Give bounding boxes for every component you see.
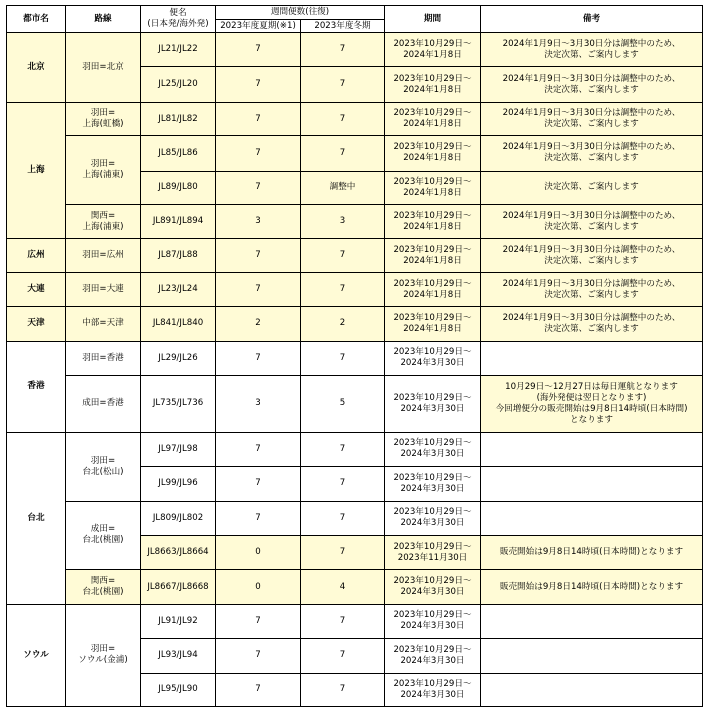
table-row	[7, 432, 703, 466]
route-cell: 成田= 台北(桃園)	[66, 501, 141, 570]
route-cell: 羽田=広州	[66, 239, 141, 272]
flight-cell: JL21/JL22	[141, 33, 216, 67]
flight-cell: JL91/JL92	[141, 604, 216, 638]
period-cell: 2023年10月29日～ 2024年1月8日	[385, 136, 481, 171]
table-row	[7, 341, 703, 375]
note-cell: 2024年1月9日～3月30日分は調整中のため、 決定次第、ご案内します	[481, 205, 703, 239]
note-cell	[481, 501, 703, 535]
note-cell: 販売開始は9月8日14時頃(日本時間)となります	[481, 535, 703, 569]
summer-count-cell: 7	[216, 67, 301, 102]
note-cell: 2024年1月9日～3月30日分は調整中のため、 決定次第、ご案内します	[481, 272, 703, 306]
period-cell: 2023年10月29日～ 2024年3月30日	[385, 467, 481, 501]
table-row	[7, 136, 703, 171]
table-row	[7, 102, 703, 135]
period-cell: 2023年10月29日～ 2024年3月30日	[385, 501, 481, 535]
period-cell: 2023年10月29日～ 2023年11月30日	[385, 535, 481, 569]
flight-cell: JL87/JL88	[141, 239, 216, 272]
header-summer: 2023年度夏期(※1)	[216, 20, 301, 33]
flight-cell: JL841/JL840	[141, 307, 216, 341]
summer-count-cell: 7	[216, 171, 301, 204]
summer-count-cell: 7	[216, 33, 301, 67]
winter-count-cell: 7	[301, 341, 385, 375]
summer-count-cell: 7	[216, 673, 301, 706]
period-cell: 2023年10月29日～ 2024年1月8日	[385, 33, 481, 67]
route-cell: 羽田=北京	[66, 33, 141, 103]
flight-cell: JL95/JL90	[141, 673, 216, 706]
period-cell: 2023年10月29日～ 2024年1月8日	[385, 272, 481, 306]
note-cell	[481, 673, 703, 706]
note-cell: 2024年1月9日～3月30日分は調整中のため、 決定次第、ご案内します	[481, 136, 703, 171]
table-row	[7, 501, 703, 535]
winter-count-cell: 7	[301, 239, 385, 272]
city-cell: 香港	[7, 341, 66, 432]
period-cell: 2023年10月29日～ 2024年1月8日	[385, 102, 481, 135]
route-cell: 関西= 上海(浦東)	[66, 205, 141, 239]
flight-cell: JL81/JL82	[141, 102, 216, 135]
winter-count-cell: 3	[301, 205, 385, 239]
header-city: 都市名	[7, 6, 66, 33]
period-cell: 2023年10月29日～ 2024年3月30日	[385, 604, 481, 638]
winter-count-cell: 調整中	[301, 171, 385, 204]
table-row	[7, 205, 703, 239]
summer-count-cell: 0	[216, 535, 301, 569]
note-cell: 2024年1月9日～3月30日分は調整中のため、 決定次第、ご案内します	[481, 33, 703, 67]
period-cell: 2023年10月29日～ 2024年1月8日	[385, 307, 481, 341]
header-weekly: 週間便数(往復)	[216, 6, 385, 20]
table-row	[7, 272, 703, 306]
header-flight: 便名 (日本発/海外発)	[141, 6, 216, 33]
flight-schedule-table	[6, 5, 703, 707]
summer-count-cell: 7	[216, 136, 301, 171]
city-cell: 北京	[7, 33, 66, 103]
period-cell: 2023年10月29日～ 2024年3月30日	[385, 376, 481, 433]
flight-cell: JL97/JL98	[141, 432, 216, 466]
flight-cell: JL23/JL24	[141, 272, 216, 306]
summer-count-cell: 0	[216, 570, 301, 604]
city-cell: 大連	[7, 272, 66, 306]
summer-count-cell: 7	[216, 639, 301, 673]
header-winter: 2023年度冬期	[301, 20, 385, 33]
flight-cell: JL735/JL736	[141, 376, 216, 433]
period-cell: 2023年10月29日～ 2024年1月8日	[385, 205, 481, 239]
route-cell: 羽田= ソウル(金浦)	[66, 604, 141, 706]
header-route: 路線	[66, 6, 141, 33]
period-cell: 2023年10月29日～ 2024年3月30日	[385, 432, 481, 466]
summer-count-cell: 7	[216, 467, 301, 501]
note-cell	[481, 341, 703, 375]
table-row	[7, 570, 703, 604]
note-cell: 10月29日～12月27日は毎日運航となります (海外発便は翌日となります) 今回増便分の販売開始は9月8日14時頃(日本時間) となります	[481, 376, 703, 433]
summer-count-cell: 7	[216, 239, 301, 272]
winter-count-cell: 7	[301, 432, 385, 466]
note-cell	[481, 432, 703, 466]
summer-count-cell: 3	[216, 205, 301, 239]
note-cell: 決定次第、ご案内します	[481, 171, 703, 204]
winter-count-cell: 7	[301, 33, 385, 67]
table-row	[7, 33, 703, 67]
route-cell: 羽田= 上海(虹橋)	[66, 102, 141, 135]
flight-cell: JL8663/JL8664	[141, 535, 216, 569]
period-cell: 2023年10月29日～ 2024年3月30日	[385, 639, 481, 673]
table-row	[7, 239, 703, 272]
winter-count-cell: 4	[301, 570, 385, 604]
flight-cell: JL85/JL86	[141, 136, 216, 171]
flight-cell: JL8667/JL8668	[141, 570, 216, 604]
schedule-body	[7, 33, 703, 707]
winter-count-cell: 2	[301, 307, 385, 341]
route-cell: 羽田=香港	[66, 341, 141, 375]
summer-count-cell: 3	[216, 376, 301, 433]
flight-cell: JL29/JL26	[141, 341, 216, 375]
period-cell: 2023年10月29日～ 2024年3月30日	[385, 673, 481, 706]
summer-count-cell: 7	[216, 341, 301, 375]
table-row	[7, 307, 703, 341]
table-row	[7, 376, 703, 433]
period-cell: 2023年10月29日～ 2024年1月8日	[385, 67, 481, 102]
period-cell: 2023年10月29日～ 2024年3月30日	[385, 341, 481, 375]
route-cell: 羽田= 上海(浦東)	[66, 136, 141, 205]
note-cell: 2024年1月9日～3月30日分は調整中のため、 決定次第、ご案内します	[481, 307, 703, 341]
city-cell: 天津	[7, 307, 66, 341]
flight-cell: JL25/JL20	[141, 67, 216, 102]
city-cell: 広州	[7, 239, 66, 272]
route-cell: 関西= 台北(桃園)	[66, 570, 141, 604]
summer-count-cell: 7	[216, 604, 301, 638]
winter-count-cell: 7	[301, 102, 385, 135]
route-cell: 羽田=大連	[66, 272, 141, 306]
flight-cell: JL809/JL802	[141, 501, 216, 535]
summer-count-cell: 7	[216, 432, 301, 466]
period-cell: 2023年10月29日～ 2024年1月8日	[385, 239, 481, 272]
winter-count-cell: 7	[301, 673, 385, 706]
period-cell: 2023年10月29日～ 2024年3月30日	[385, 570, 481, 604]
summer-count-cell: 2	[216, 307, 301, 341]
note-cell	[481, 467, 703, 501]
note-cell: 2024年1月9日～3月30日分は調整中のため、 決定次第、ご案内します	[481, 67, 703, 102]
note-cell: 販売開始は9月8日14時頃(日本時間)となります	[481, 570, 703, 604]
header-period: 期間	[385, 6, 481, 33]
city-cell: 上海	[7, 102, 66, 239]
period-cell: 2023年10月29日～ 2024年1月8日	[385, 171, 481, 204]
note-cell: 2024年1月9日～3月30日分は調整中のため、 決定次第、ご案内します	[481, 239, 703, 272]
winter-count-cell: 7	[301, 136, 385, 171]
city-cell: ソウル	[7, 604, 66, 706]
winter-count-cell: 7	[301, 467, 385, 501]
summer-count-cell: 7	[216, 102, 301, 135]
winter-count-cell: 7	[301, 639, 385, 673]
header-notes: 備考	[481, 6, 703, 33]
flight-cell: JL891/JL894	[141, 205, 216, 239]
flight-cell: JL93/JL94	[141, 639, 216, 673]
route-cell: 成田=香港	[66, 376, 141, 433]
route-cell: 中部=天津	[66, 307, 141, 341]
winter-count-cell: 7	[301, 604, 385, 638]
winter-count-cell: 7	[301, 272, 385, 306]
city-cell: 台北	[7, 432, 66, 604]
note-cell: 2024年1月9日～3月30日分は調整中のため、 決定次第、ご案内します	[481, 102, 703, 135]
summer-count-cell: 7	[216, 501, 301, 535]
winter-count-cell: 5	[301, 376, 385, 433]
note-cell	[481, 604, 703, 638]
route-cell: 羽田= 台北(松山)	[66, 432, 141, 501]
flight-cell: JL89/JL80	[141, 171, 216, 204]
table-row	[7, 604, 703, 638]
winter-count-cell: 7	[301, 501, 385, 535]
flight-cell: JL99/JL96	[141, 467, 216, 501]
note-cell	[481, 639, 703, 673]
winter-count-cell: 7	[301, 535, 385, 569]
summer-count-cell: 7	[216, 272, 301, 306]
winter-count-cell: 7	[301, 67, 385, 102]
